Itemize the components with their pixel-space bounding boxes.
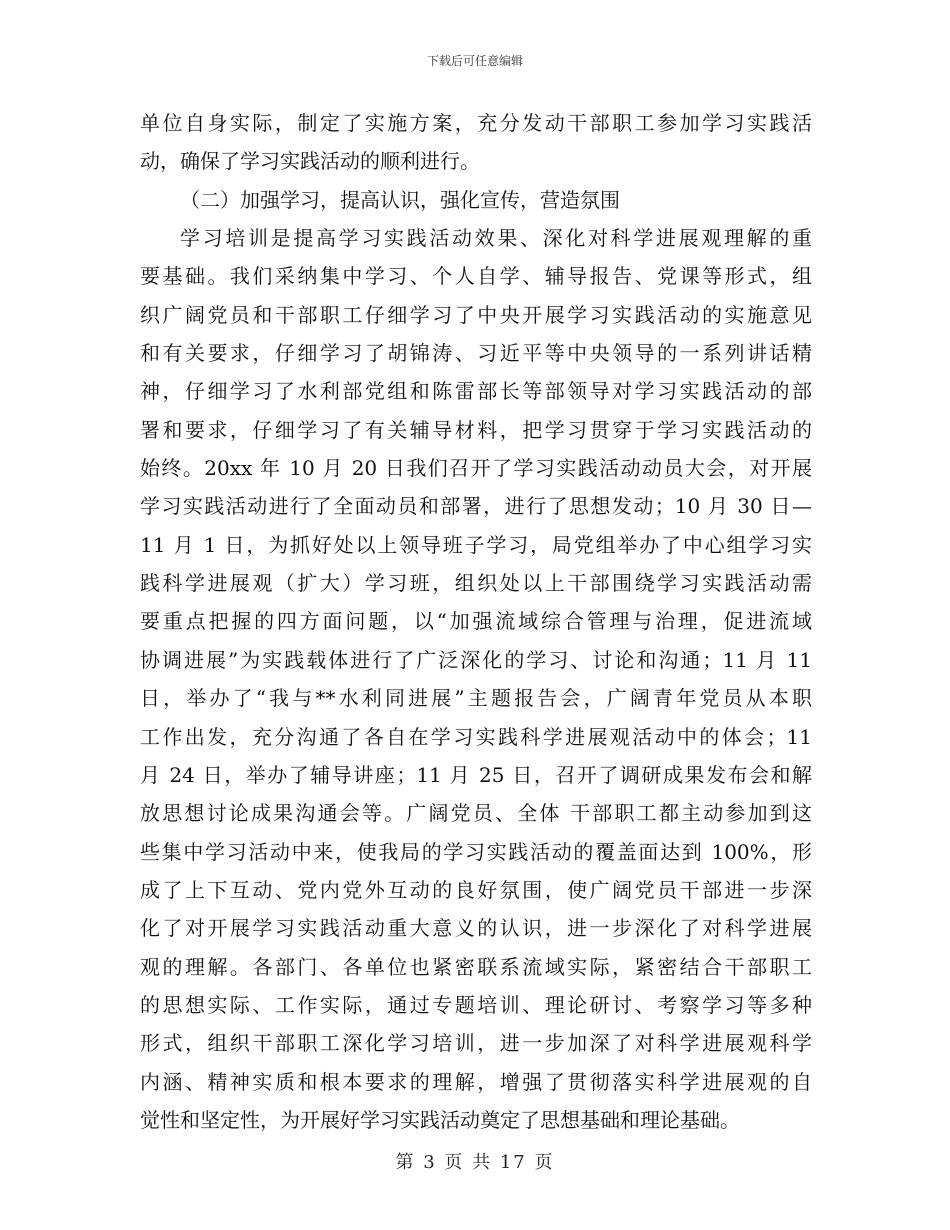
text-line: 形式，组织干部职工深化学习培训，进一步加深了对科学进展观科学 bbox=[140, 1031, 812, 1056]
text-line: 动，确保了学习实践活动的顺利进行。 bbox=[140, 149, 480, 174]
text-line: 践科学进展观（扩大）学习班，组织处以上干部围绕学习实践活动需 bbox=[140, 571, 812, 596]
text-line: 署和要求，仔细学习了有关辅导材料，把学习贯穿于学习实践活动的 bbox=[140, 417, 812, 442]
text-line: 觉性和坚定性，为开展好学习实践活动奠定了思想基础和理论基础。 bbox=[140, 1107, 740, 1132]
text-line: 始终。20xx 年 10 月 20 日我们召开了学习实践活动动员大会，对开展 bbox=[140, 456, 812, 481]
text-line: 协调进展”为实践载体进行了广泛深化的学习、讨论和沟通；11 月 11 bbox=[140, 647, 812, 672]
section-heading: （二）加强学习，提高认识，强化宣传，营造氛围 bbox=[180, 187, 620, 212]
text-line: 成了上下互动、党内党外互动的良好氛围，使广阔党员干部进一步深 bbox=[140, 877, 812, 902]
text-line: 11 月 1 日，为抓好处以上领导班子学习，局党组举办了中心组学习实 bbox=[140, 532, 812, 557]
page-header: 下载后可任意编辑 bbox=[426, 54, 523, 68]
text-line: 神，仔细学习了水利部党组和陈雷部长等部领导对学习实践活动的部 bbox=[140, 379, 812, 404]
text-line: 化了对开展学习实践活动重大意义的认识，进一步深化了对科学进展 bbox=[140, 916, 812, 941]
text-line: 观的理解。各部门、各单位也紧密联系流域实际，紧密结合干部职工 bbox=[140, 954, 812, 979]
page-number-footer: 第 3 页 共 17 页 bbox=[395, 1152, 555, 1173]
document-body bbox=[140, 104, 812, 1139]
text-line: 工作出发，充分沟通了各自在学习实践科学进展观活动中的体会；11 bbox=[140, 724, 812, 749]
text-line: 和有关要求，仔细学习了胡锦涛、习近平等中央领导的一系列讲话精 bbox=[140, 341, 812, 366]
text-line: 些集中学习活动中来，使我局的学习实践活动的覆盖面达到 100%，形 bbox=[140, 839, 812, 864]
text-line: 学习实践活动进行了全面动员和部署，进行了思想发动；10 月 30 日— bbox=[140, 494, 812, 519]
text-line: 内涵、精神实质和根本要求的理解，增强了贯彻落实科学进展观的自 bbox=[140, 1069, 812, 1094]
text-line: 的思想实际、工作实际，通过专题培训、理论研讨、考察学习等多种 bbox=[140, 992, 812, 1017]
text-line: 织广阔党员和干部职工仔细学习了中央开展学习实践活动的实施意见 bbox=[140, 302, 812, 327]
text-line: 要基础。我们采纳集中学习、个人自学、辅导报告、党课等形式，组 bbox=[140, 264, 812, 289]
text-line: 放思想讨论成果沟通会等。广阔党员、全体 干部职工都主动参加到这 bbox=[140, 801, 812, 826]
text-line: 月 24 日，举办了辅导讲座；11 月 25 日，召开了调研成果发布会和解 bbox=[140, 762, 812, 787]
text-line: 学习培训是提高学习实践活动效果、深化对科学进展观理解的重 bbox=[180, 226, 812, 251]
text-line: 单位自身实际，制定了实施方案，充分发动干部职工参加学习实践活 bbox=[140, 111, 812, 135]
text-line: 日，举办了“我与**水利同进展”主题报告会，广阔青年党员从本职 bbox=[140, 686, 812, 711]
text-line: 要重点把握的四方面问题，以“加强流域综合管理与治理，促进流域 bbox=[140, 609, 812, 634]
